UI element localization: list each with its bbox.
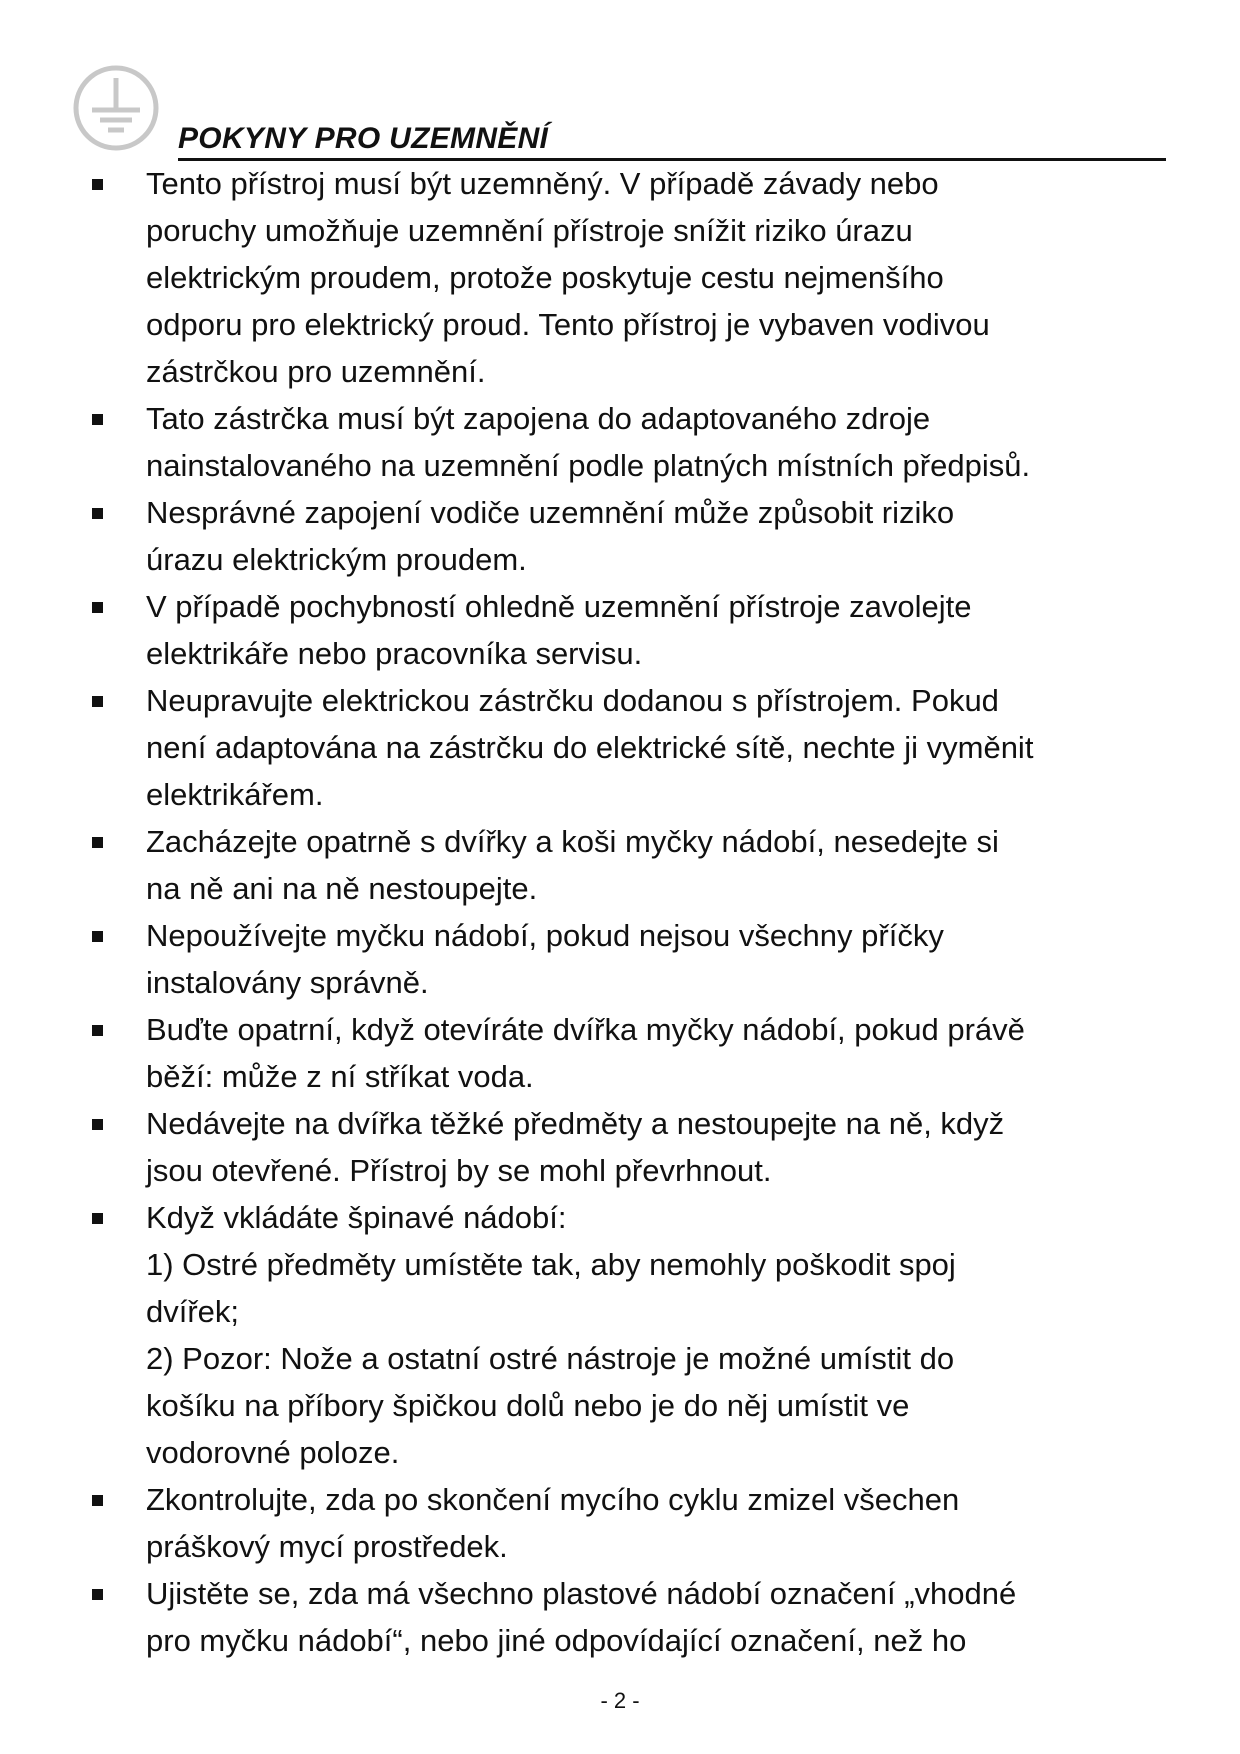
list-item-line: pro myčku nádobí“, nebo jiné odpovídající označení, než ho bbox=[146, 1623, 967, 1658]
list-item-line: 1) Ostré předměty umístěte tak, aby nemohly poškodit spoj bbox=[146, 1247, 956, 1282]
list-item-line: elektrikářem. bbox=[146, 777, 324, 812]
square-bullet-icon bbox=[92, 837, 103, 848]
list-item-line: Tato zástrčka musí být zapojena do adaptovaného zdroje bbox=[146, 401, 931, 436]
list-item-line: Neupravujte elektrickou zástrčku dodanou s přístrojem. Pokud bbox=[146, 683, 999, 718]
list-item-line: V případě pochybností ohledně uzemnění přístroje zavolejte bbox=[146, 589, 972, 624]
square-bullet-icon bbox=[92, 508, 103, 519]
square-bullet-icon bbox=[92, 602, 103, 613]
square-bullet-icon bbox=[92, 1589, 103, 1600]
list-item-line: 2) Pozor: Nože a ostatní ostré nástroje je možné umístit do bbox=[146, 1341, 955, 1376]
list-item-line: košíku na příbory špičkou dolů nebo je do něj umístit ve bbox=[146, 1388, 910, 1423]
list-item bbox=[82, 1194, 1182, 1476]
list-item-line: běží: může z ní stříkat voda. bbox=[146, 1059, 534, 1094]
list-item bbox=[82, 1006, 1182, 1100]
list-item-line: instalovány správně. bbox=[146, 965, 429, 1000]
list-item-line: Tento přístroj musí být uzemněný. V případě závady nebo bbox=[146, 166, 939, 201]
list-item-line: Nepoužívejte myčku nádobí, pokud nejsou všechny příčky bbox=[146, 918, 944, 953]
section-heading-text: POKYNY PRO UZEMNĚNÍ bbox=[178, 122, 549, 155]
list-item-line: není adaptována na zástrčku do elektrické sítě, nechte ji vyměnit bbox=[146, 730, 1034, 765]
list-item-line: Ujistěte se, zda má všechno plastové nádobí označení „vhodné bbox=[146, 1576, 1017, 1611]
list-item-line: nainstalovaného na uzemnění podle platných místních předpisů. bbox=[146, 448, 1031, 483]
square-bullet-icon bbox=[92, 1025, 103, 1036]
list-item-line: odporu pro elektrický proud. Tento přístroj je vybaven vodivou bbox=[146, 307, 990, 342]
list-item bbox=[82, 395, 1182, 489]
square-bullet-icon bbox=[92, 696, 103, 707]
list-item-line: jsou otevřené. Přístroj by se mohl převrhnout. bbox=[146, 1153, 772, 1188]
list-item-line: Když vkládáte špinavé nádobí: bbox=[146, 1200, 567, 1235]
square-bullet-icon bbox=[92, 1119, 103, 1130]
page-number: - 2 - bbox=[600, 1688, 640, 1713]
list-item-line: zástrčkou pro uzemnění. bbox=[146, 354, 486, 389]
list-item bbox=[82, 1570, 1182, 1664]
list-item bbox=[82, 1476, 1182, 1570]
list-item-line: Nesprávné zapojení vodiče uzemnění může způsobit riziko bbox=[146, 495, 955, 530]
square-bullet-icon bbox=[92, 1213, 103, 1224]
square-bullet-icon bbox=[92, 1495, 103, 1506]
list-item bbox=[82, 818, 1182, 912]
list-item bbox=[82, 912, 1182, 1006]
list-item-line: poruchy umožňuje uzemnění přístroje snížit riziko úrazu bbox=[146, 213, 913, 248]
list-item-line: Zacházejte opatrně s dvířky a koši myčky nádobí, nesedejte si bbox=[146, 824, 999, 859]
section-heading bbox=[178, 118, 1166, 161]
list-item-line: Zkontrolujte, zda po skončení mycího cyklu zmizel všechen bbox=[146, 1482, 960, 1517]
ground-symbol-icon bbox=[72, 64, 160, 152]
list-item-line: dvířek; bbox=[146, 1294, 240, 1329]
list-item bbox=[82, 160, 1182, 395]
list-item bbox=[82, 1100, 1182, 1194]
square-bullet-icon bbox=[92, 931, 103, 942]
square-bullet-icon bbox=[92, 179, 103, 190]
list-item bbox=[82, 489, 1182, 583]
square-bullet-icon bbox=[92, 414, 103, 425]
list-item-line: elektrickým proudem, protože poskytuje cestu nejmenšího bbox=[146, 260, 944, 295]
list-item-line: na ně ani na ně nestoupejte. bbox=[146, 871, 538, 906]
list-item-line: úrazu elektrickým proudem. bbox=[146, 542, 527, 577]
list-item-line: elektrikáře nebo pracovníka servisu. bbox=[146, 636, 643, 671]
instruction-list bbox=[82, 160, 1182, 1664]
list-item-line: Buďte opatrní, když otevíráte dvířka myčky nádobí, pokud právě bbox=[146, 1012, 1025, 1047]
list-item-line: práškový mycí prostředek. bbox=[146, 1529, 508, 1564]
list-item-line: vodorovné poloze. bbox=[146, 1435, 400, 1470]
list-item bbox=[82, 677, 1182, 818]
list-item bbox=[82, 583, 1182, 677]
list-item-line: Nedávejte na dvířka těžké předměty a nestoupejte na ně, když bbox=[146, 1106, 1005, 1141]
